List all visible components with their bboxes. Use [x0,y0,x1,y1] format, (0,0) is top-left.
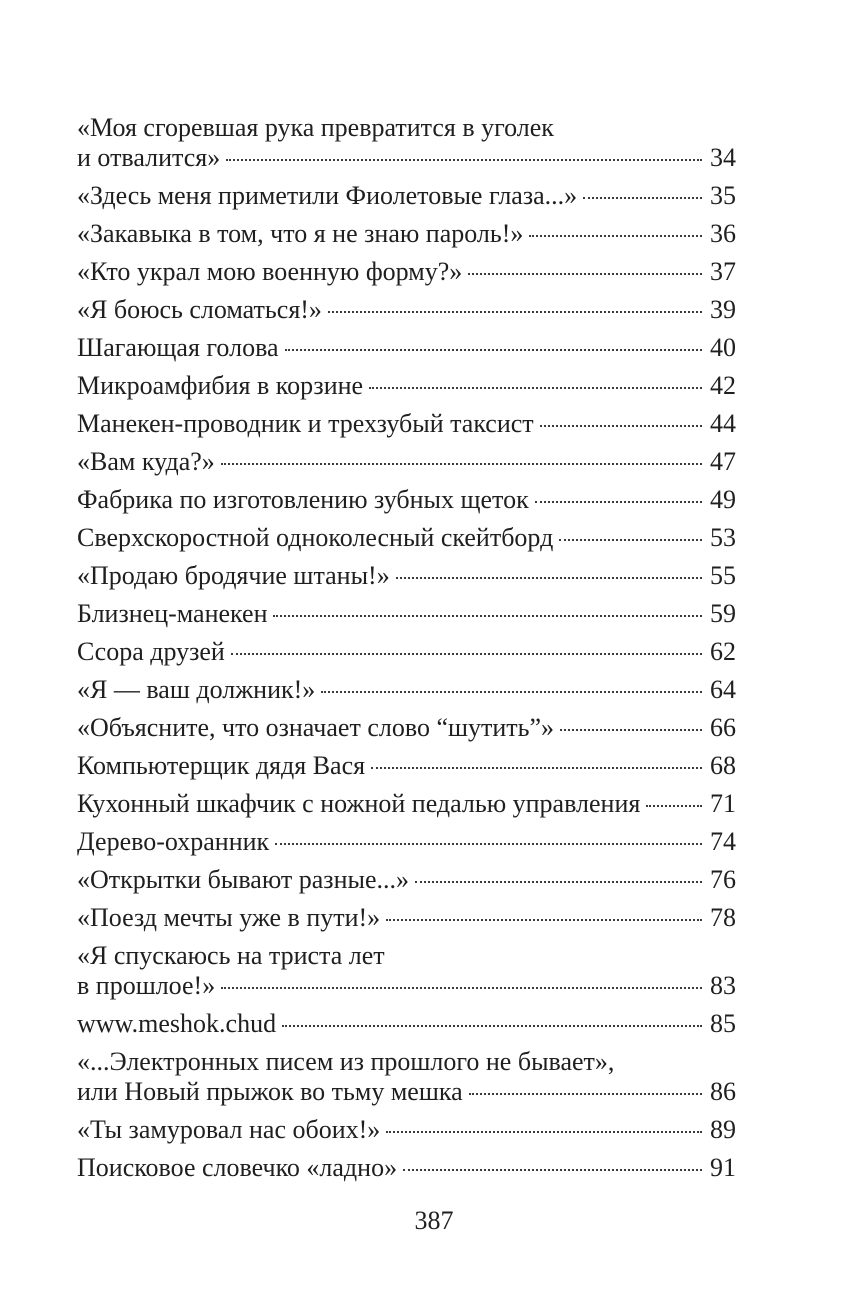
toc-entry-title: Близнец-манекен [77,599,268,628]
toc-entry-page: 47 [710,447,736,476]
toc-entry [77,371,736,401]
toc-entry-title: «Объясните, что означает слово “шутить”» [77,713,555,742]
toc-entry-title: «Закавыка в том, что я не знаю пароль!» [77,219,524,248]
dot-leader [282,1024,702,1027]
toc-entry-title: «Здесь меня приметили Фиолетовые глаза...» [77,181,578,210]
dot-leader [535,500,702,503]
toc-entry-title: Шагающая голова [77,333,279,362]
dot-leader [396,576,702,579]
dot-leader [285,348,702,351]
toc-entry-title: Ссора друзей [77,637,225,666]
dot-leader [371,766,702,769]
toc-entry [77,1009,736,1039]
dot-leader [273,614,702,617]
toc-entry-page: 37 [710,257,736,286]
toc-entry-title: Манекен-проводник и трехзубый таксист [77,409,534,438]
toc-entry [77,447,736,477]
toc-entry-page: 91 [710,1153,736,1182]
table-of-contents [77,113,736,1191]
toc-entry-page: 55 [710,561,736,590]
dot-leader [529,234,702,237]
toc-entry [77,751,736,781]
dot-leader [328,310,702,313]
toc-entry-page: 44 [710,409,736,438]
toc-entry [77,675,736,705]
toc-entry-page: 76 [710,865,736,894]
toc-entry [77,113,736,173]
toc-entry-title: «Открытки бывают разные...» [77,865,409,894]
toc-entry-title-line1: «...Электронных писем из прошлого не бывает», [77,1047,615,1076]
dot-leader [468,272,702,275]
dot-leader [469,1092,702,1095]
toc-entry-title: Фабрика по изготовлению зубных щеток [77,485,529,514]
toc-entry [77,409,736,439]
toc-entry [77,561,736,591]
dot-leader [540,424,702,427]
toc-entry-page: 49 [710,485,736,514]
toc-entry-title: и отвалится» [77,143,221,172]
toc-entry-title: Поисковое словечко «ладно» [77,1153,398,1182]
toc-entry [77,1047,736,1107]
toc-entry [77,599,736,629]
dot-leader [559,538,702,541]
toc-entry-page: 53 [710,523,736,552]
toc-entry-page: 42 [710,371,736,400]
dot-leader [226,158,702,161]
toc-entry-page: 71 [710,789,736,818]
toc-entry [77,1115,736,1145]
toc-entry-page: 36 [710,219,736,248]
toc-entry-title: Сверхскоростной одноколесный скейтборд [77,523,554,552]
toc-entry-title: или Новый прыжок во тьму мешка [77,1077,463,1106]
toc-entry [77,333,736,363]
toc-entry-page: 78 [710,903,736,932]
toc-entry [77,637,736,667]
dot-leader [403,1168,702,1171]
toc-entry-page: 68 [710,751,736,780]
toc-entry-page: 86 [710,1077,736,1106]
toc-entry [77,257,736,287]
toc-entry [77,523,736,553]
toc-entry-title-line1: «Моя сгоревшая рука превратится в уголек [77,113,554,142]
toc-entry-page: 85 [710,1009,736,1038]
toc-entry [77,941,736,1001]
dot-leader [560,728,702,731]
toc-entry-page: 62 [710,637,736,666]
dot-leader [386,1130,702,1133]
toc-entry [77,181,736,211]
toc-entry-title: «Я — ваш должник!» [77,675,316,704]
toc-entry-title: в прошлое!» [77,971,216,1000]
toc-entry-page: 74 [710,827,736,856]
toc-entry [77,219,736,249]
toc-entry-page: 64 [710,675,736,704]
toc-entry-title: «Вам куда?» [77,447,215,476]
toc-entry [77,713,736,743]
toc-entry-page: 89 [710,1115,736,1144]
toc-entry-title: www.meshok.chud [77,1009,277,1038]
toc-entry-title: Микроамфибия в корзине [77,371,364,400]
dot-leader [583,196,702,199]
toc-entry [77,827,736,857]
dot-leader [386,918,702,921]
toc-entry-page: 35 [710,181,736,210]
toc-entry-title: «Кто украл мою военную форму?» [77,257,463,286]
dot-leader [275,842,702,845]
page-number: 387 [414,1206,454,1235]
toc-entry-title: «Ты замуровал нас обоих!» [77,1115,381,1144]
toc-entry [77,865,736,895]
toc-entry-title: Компьютерщик дядя Вася [77,751,366,780]
dot-leader [321,690,702,693]
toc-entry-page: 40 [710,333,736,362]
toc-entry [77,485,736,515]
dot-leader [415,880,702,883]
toc-entry [77,789,736,819]
dot-leader [221,462,702,465]
toc-entry-title: «Поезд мечты уже в пути!» [77,903,381,932]
toc-entry [77,1153,736,1183]
dot-leader [369,386,702,389]
toc-entry [77,295,736,325]
toc-entry-page: 34 [710,143,736,172]
toc-entry-title: «Продаю бродячие штаны!» [77,561,390,590]
toc-entry-title: «Я боюсь сломаться!» [77,295,322,324]
toc-entry-page: 83 [710,971,736,1000]
toc-entry-page: 59 [710,599,736,628]
toc-entry [77,903,736,933]
dot-leader [231,652,702,655]
dot-leader [221,986,702,989]
toc-entry-page: 66 [710,713,736,742]
toc-entry-title-line1: «Я спускаюсь на триста лет [77,941,385,970]
toc-entry-title: Кухонный шкафчик с ножной педалью управления [77,789,641,818]
dot-leader [646,804,702,807]
toc-entry-page: 39 [710,295,736,324]
toc-entry-title: Дерево-охранник [77,827,270,856]
